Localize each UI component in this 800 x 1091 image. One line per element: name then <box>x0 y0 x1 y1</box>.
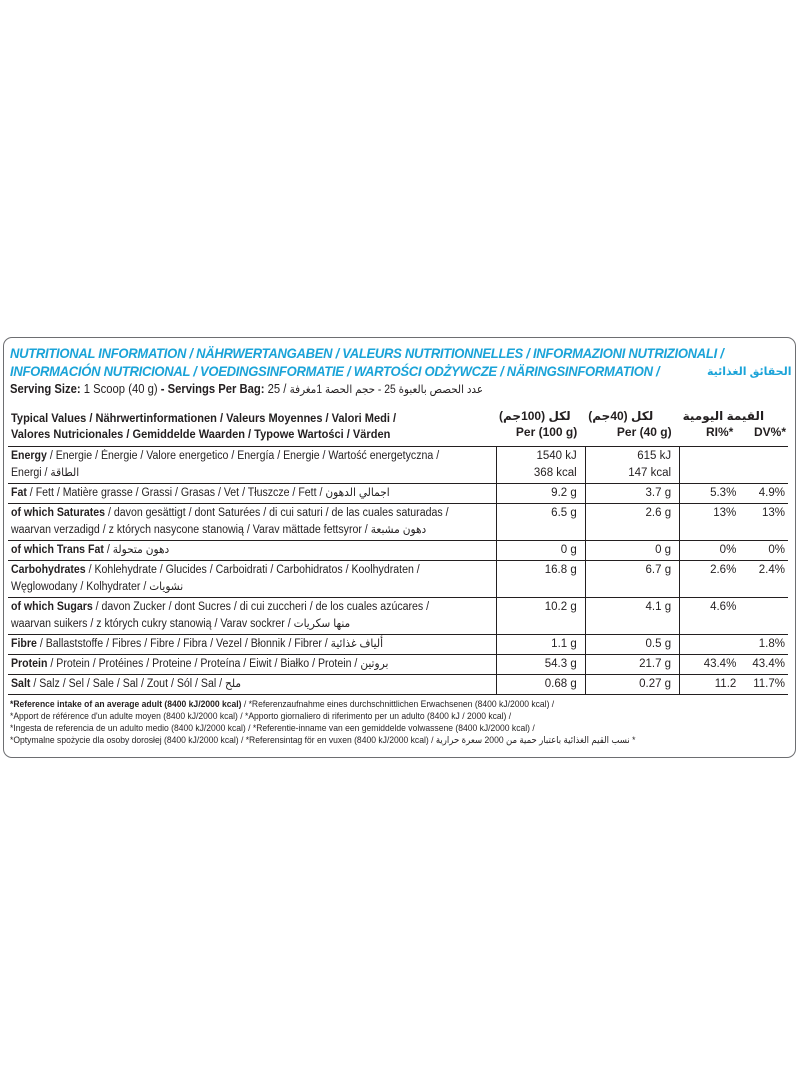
footnote <box>10 699 636 747</box>
row-per40: 0 g <box>585 541 679 561</box>
row-per40: 0.27 g <box>585 675 679 695</box>
row-ri: 13% <box>680 504 743 541</box>
header-daily <box>680 406 788 447</box>
header-per40-en: Per (40 g) <box>616 425 672 439</box>
table-row-carbohydrates <box>8 561 788 598</box>
row-label-bold: Fat <box>11 487 27 499</box>
table-row-sugars <box>8 598 788 635</box>
header-label-line2: Valores Nutricionales / Gemiddelde Waarden / Typowe Wartości / Värden <box>11 427 391 441</box>
table-row-protein <box>8 655 788 675</box>
table-header <box>8 406 788 447</box>
table-row-fibre <box>8 635 788 655</box>
row-ri: 11.2 <box>680 675 743 695</box>
footnote-line4-arabic: * نسب القيم الغذائية باعتبار حمية من 2000 سعرة حرارية <box>435 735 636 746</box>
serving-arabic: عدد الحصص بالعبوة 25 - حجم الحصة 1مغرفة <box>289 384 484 396</box>
row-per40-kcal: 147 kcal <box>628 467 672 479</box>
row-dv: 2.4% <box>742 561 788 598</box>
row-per40: 2.6 g <box>585 504 679 541</box>
row-per40: 0.5 g <box>585 635 679 655</box>
row-ri: 5.3% <box>680 484 743 504</box>
table-row-trans-fat <box>8 541 788 561</box>
serving-size-value: 1 Scoop (40 g) <box>83 382 158 396</box>
row-label-rest: / Ballaststoffe / Fibres / Fibre / Fibra / Vezel / Błonnik / Fibrer / ألياف غذائية <box>36 638 384 650</box>
row-ri: 2.6% <box>680 561 743 598</box>
header-label-line1: Typical Values / Nährwertinformationen / Valeurs Moyennes / Valori Medi / <box>11 411 397 425</box>
row-label-bold: of which Sugars <box>11 601 93 613</box>
title-arabic: الحقائق الغذائية <box>707 366 792 378</box>
servings-per-bag-value: 25 / <box>267 382 287 396</box>
row-label-bold: Salt <box>11 678 31 690</box>
row-per100: 1540 kJ <box>536 450 577 462</box>
row-per40: 3.7 g <box>585 484 679 504</box>
footnote-line2: *Apport de référence d'un adulte moyen (8400 kJ/2000 kcal) / *Apporto giornaliero di riferimento per un adulto (8400 kJ / 2000 kcal) / <box>10 711 512 722</box>
row-label-rest: / Kohlehydrate / Glucides / Carboidrati / Carbohidratos / Koolhydraten / <box>85 564 420 576</box>
serving-size-label: Serving Size: <box>10 382 81 396</box>
row-per100-kcal: 368 kcal <box>533 467 577 479</box>
row-per100: 16.8 g <box>496 561 585 598</box>
row-ri: 4.6% <box>680 598 743 635</box>
table-row-fat <box>8 484 788 504</box>
row-label-bold: of which Trans Fat <box>11 544 104 556</box>
serving-separator: - <box>160 382 165 396</box>
row-label-line2: waarvan verzadigd / z których nasycone stanowią / Varav mättade fettsyror / دهون مشبعة <box>11 524 427 536</box>
row-label-line2: Energi / الطاقة <box>11 467 80 479</box>
servings-per-bag-label: Servings Per Bag: <box>167 382 265 396</box>
header-daily-ar: القيمة اليومية <box>682 409 765 423</box>
header-dv: DV%* <box>753 425 786 439</box>
row-ri: 43.4% <box>680 655 743 675</box>
row-per100: 1.1 g <box>496 635 585 655</box>
row-dv: 13% <box>742 504 788 541</box>
row-per100: 54.3 g <box>496 655 585 675</box>
row-dv: 4.9% <box>742 484 788 504</box>
row-label-line2: Węglowodany / Kolhydrater / نشويات <box>11 581 184 593</box>
row-dv: 11.7% <box>742 675 788 695</box>
header-ri-dv <box>683 424 786 440</box>
row-label-rest: / Protein / Protéines / Proteine / Proteína / Eiwit / Białko / Protein / بروتين <box>47 658 389 670</box>
row-per40: 21.7 g <box>585 655 679 675</box>
row-label-rest: / davon gesättigt / dont Saturées / di cui saturi / de las cuales saturadas / <box>105 507 449 519</box>
footnote-line4: *Optymalne spożycie dla osoby dorosłej (8400 kJ/2000 kcal) / *Referensintag för en vuxen (8400 kJ/2000 kcal) / <box>10 735 434 746</box>
header-per40-ar: لكل (40جم) <box>588 409 654 423</box>
nutrition-table <box>8 406 788 695</box>
footnote-line3: *Ingesta de referencia de un adulto medio (8400 kJ/2000 kcal) / *Referentie-inname van een gemiddelde volwassene (8400 kJ/2000 kcal) / <box>10 723 535 734</box>
row-per40: 615 kJ <box>637 450 672 462</box>
row-label-bold: Carbohydrates <box>11 564 86 576</box>
footnote-bold: *Reference intake of an average adult (8400 kJ/2000 kcal) <box>10 699 242 710</box>
row-label-bold: Fibre <box>11 638 37 650</box>
row-label-rest: / davon Zucker / dont Sucres / di cui zuccheri / de los cuales azúcares / <box>92 601 430 613</box>
row-per40: 6.7 g <box>585 561 679 598</box>
row-label-bold: of which Saturates <box>11 507 106 519</box>
header-label-cell <box>8 406 496 447</box>
row-label-bold: Energy <box>11 450 47 462</box>
row-label-line2: waarvan suikers / z których cukry stanowią / Varav sockrer / منها سكريات <box>11 618 351 630</box>
row-label-rest: / Fett / Matière grasse / Grassi / Grasas / Vet / Tłuszcze / Fett / اجمالي الدهون <box>26 487 390 499</box>
row-per100: 9.2 g <box>496 484 585 504</box>
title-line-1: NUTRITIONAL INFORMATION / NÄHRWERTANGABEN / VALEURS NUTRITIONNELLES / INFORMAZIONI NUTRIZIONALI / <box>10 345 724 361</box>
table-row-energy <box>8 447 788 484</box>
title-line-2: INFORMACIÓN NUTRICIONAL / VOEDINGSINFORMATIE / WARTOŚCI ODŻYWCZE / NÄRINGSINFORMATION / <box>10 363 660 379</box>
row-ri <box>680 635 743 655</box>
row-dv: 43.4% <box>742 655 788 675</box>
row-label-bold: Protein <box>11 658 48 670</box>
footnote-line1: / *Referenzaufnahme eines durchschnittlichen Erwachsenen (8400 kJ/2000 kcal) / <box>241 699 555 710</box>
row-per40: 4.1 g <box>585 598 679 635</box>
row-dv <box>742 447 788 484</box>
row-dv: 0% <box>742 541 788 561</box>
row-label-rest: / Energie / Énergie / Valore energetico / Energía / Energie / Wartość energetyczna / <box>46 450 440 462</box>
row-ri: 0% <box>680 541 743 561</box>
row-label-rest: / دهون متحولة <box>103 544 170 556</box>
row-label-rest: / Salz / Sel / Sale / Sal / Zout / Sól / Sal / ملح <box>30 678 242 690</box>
table-row-saturates <box>8 504 788 541</box>
row-dv: 1.8% <box>742 635 788 655</box>
header-per100-ar: لكل (100جم) <box>499 409 571 423</box>
row-ri <box>680 447 743 484</box>
header-per40 <box>585 406 679 447</box>
header-per100 <box>496 406 585 447</box>
row-per100: 0.68 g <box>496 675 585 695</box>
row-dv <box>742 598 788 635</box>
row-per100: 0 g <box>496 541 585 561</box>
row-per100: 6.5 g <box>496 504 585 541</box>
row-per100: 10.2 g <box>496 598 585 635</box>
header-ri: RI%* <box>705 425 734 439</box>
table-row-salt <box>8 675 788 695</box>
serving-info <box>10 382 483 396</box>
header-per100-en: Per (100 g) <box>515 425 578 439</box>
